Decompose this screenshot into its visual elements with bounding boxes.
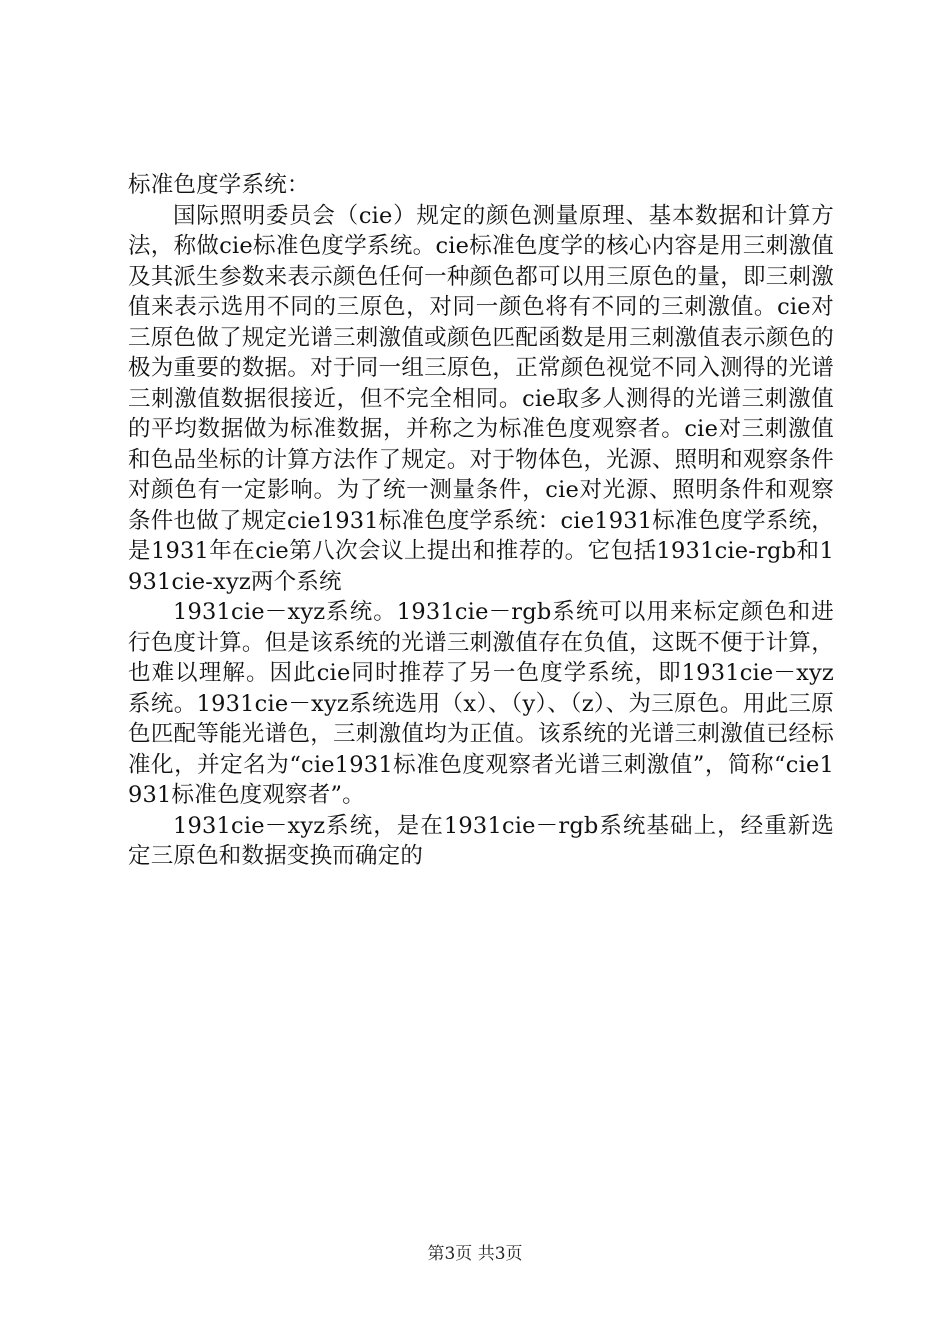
page-number-footer: 第3页 共3页 bbox=[427, 1244, 523, 1264]
paragraph-cie-xyz-system: 1931cie－xyz系统。1931cie－rgb系统可以用来标定颜色和进行色度计算。但是该系统的光谱三刺激值存在负值，这既不便于计算，也难以理解。因此cie同时推荐了另一色度学系统，即1931cie－xyz系统。1931cie－xyz系统选用（x）、（y）、（z）、为三原色。用此三原色匹配等能光谱色，三刺激值均为正值。该系统的光谱三刺激值已经标准化，并定名为“cie1931标准色度观察者光谱三刺激值”，简称“cie1931标准色度观察者”。 bbox=[128, 599, 834, 808]
paragraph-cie-standard-system: 国际照明委员会（cie）规定的颜色测量原理、基本数据和计算方法，称做cie标准色度学系统。cie标准色度学的核心内容是用三刺激值及其派生参数来表示颜色任何一种颜色都可以用三原色的量，即三刺激值来表示选用不同的三原色，对同一颜色将有不同的三刺激值。cie对三原色做了规定光谱三刺激值或颜色匹配函数是用三刺激值表示颜色的极为重要的数据。对于同一组三原色，正常颜色视觉不同入测得的光谱三刺激值数据很接近，但不完全相同。cie取多人测得的光谱三刺激值的平均数据做为标准数据，并称之为标准色度观察者。cie对三刺激值和色品坐标的计算方法作了规定。对于物体色，光源、照明和观察条件对颜色有一定影响。为了统一测量条件，cie对光源、照明条件和观察条件也做了规定cie1931标准色度学系统：cie1931标准色度学系统，是1931年在cie第八次会议上提出和推荐的。它包括1931cie-rgb和1931cie-xyz两个系统 bbox=[128, 202, 834, 595]
paragraph-cie-xyz-basis: 1931cie－xyz系统，是在1931cie－rgb系统基础上，经重新选定三原色和数据变换而确定的 bbox=[128, 812, 834, 869]
section-heading: 标准色度学系统： bbox=[128, 172, 310, 198]
document-body bbox=[128, 170, 834, 872]
